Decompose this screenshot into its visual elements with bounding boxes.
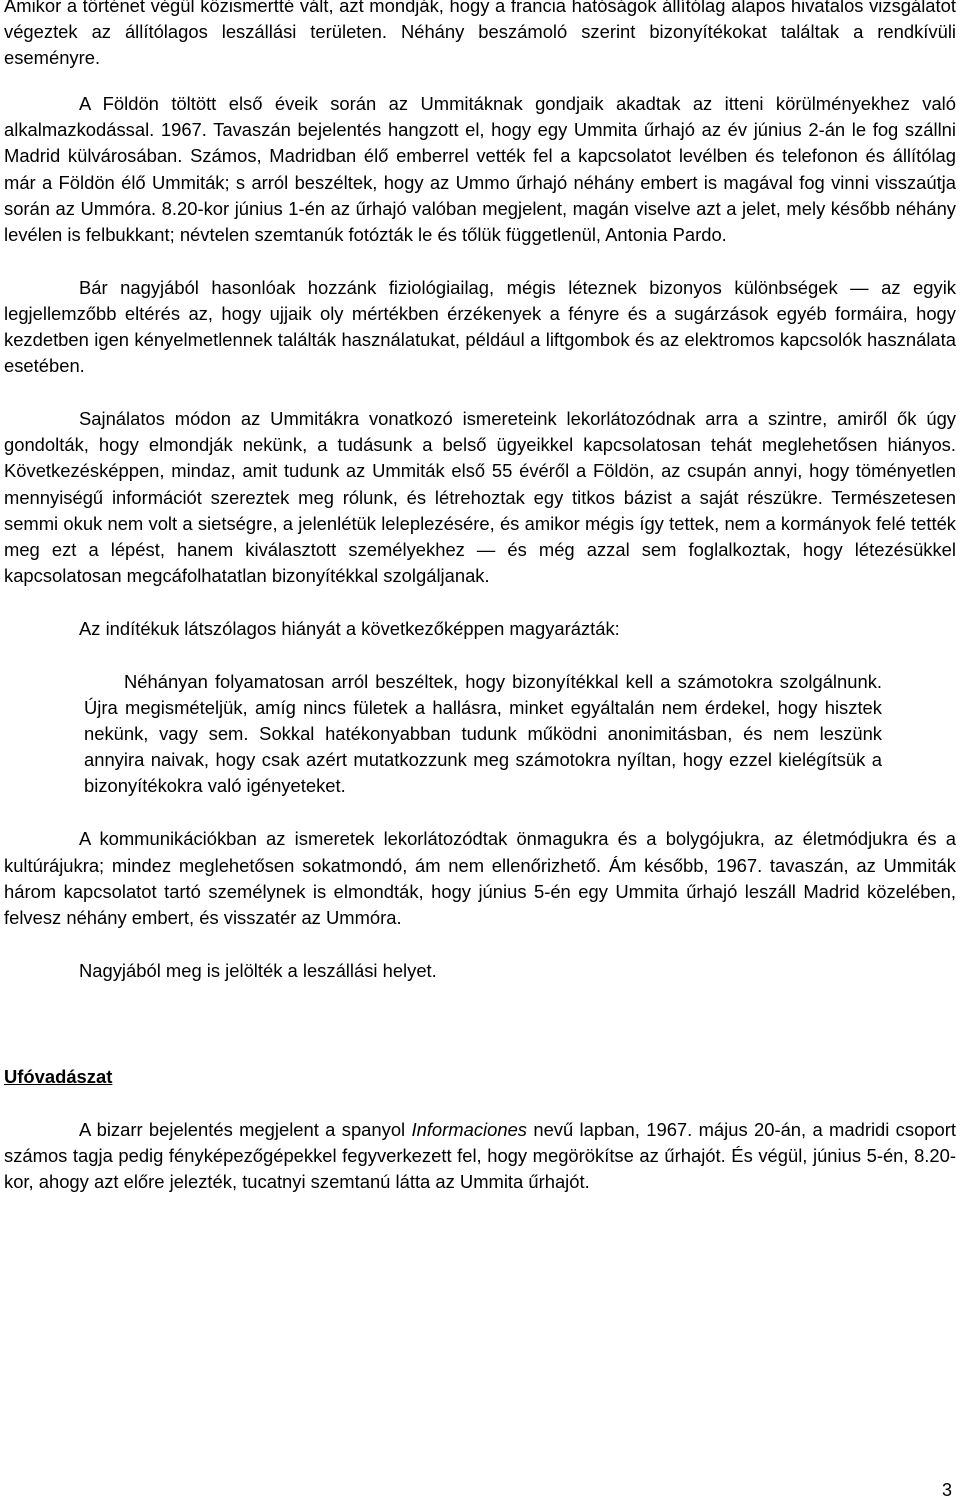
paragraph-informaciones-text-b: nevű lapban, 1967. május 20-án, a madridi csoport számos tagja pedig fényképezőgépekkel fegyverkezett fel, hogy megörökítse az űrhajót. És végül, június 5-én, 8.20-kor, ahogy azt előre jelezték, tucatnyi szemtanú látta az Ummita űrhajót. <box>4 1119 956 1193</box>
paragraph-ummite-landing: A Földön töltött első éveik során az Ummitáknak gondjaik akadtak az itteni körülményekhez való alkalmazkodással. 1967. Tavaszán bejelentés hangzott el, hogy egy Ummita űrhajó az év június 2-án le fog szállni Madrid külvárosában. Számos, Madridban élő emberrel vették fel a kapcsolatot levélben és telefonon és állítólag már a Földön élő Ummiták; s arról beszéltek, hogy az Ummo űrhajó néhány embert is magával fog vinni visszaútja során az Ummóra. 8.20-kor június 1-én az űrhajó valóban megjelent, magán viselve azt a jelet, mely később néhány levélen is felbukkant; névtelen szemtanúk fotózták le és tőlük függetlenül, Antonia Pardo. <box>4 93 956 245</box>
paragraph-communications: A kommunikációkban az ismeretek lekorlátozódtak önmagukra és a bolygójukra, az életmódjukra és a kultúrájukra; mindez meglehetősen sokatmondó, ám nem ellenőrizhető. Ám később, 1967. tavaszán, az Ummiták három kapcsolatot tartó személynek is elmondták, hogy június 5-én egy Ummita űrhajó leszáll Madrid közelében, felvesz néhány embert, és visszatér az Ummóra. <box>4 828 956 928</box>
document-page <box>4 0 956 1195</box>
paragraph-knowledge: Sajnálatos módon az Ummitákra vonatkozó ismereteink lekorlátozódnak arra a szintre, amiről ők úgy gondolták, hogy elmondják nekünk, a tudásunk a belső ügyeikkel kapcsolatosan tehát meglehetősen hiányos. Következésképpen, mindaz, amit tudunk az Ummiták első 55 évéről a Földön, az csupán annyi, hogy töményetlen mennyiségű információt szereztek meg rólunk, és létrehoztak egy titkos bázist a saját részükre. Természetesen semmi okuk nem volt a sietségre, a jelenlétük leleplezésére, és amikor mégis így tettek, nem a kormányok felé tették meg ezt a lépést, hanem kiválasztott személyekhez — és még azzal sem foglalkoztak, hogy létezésükkel kapcsolatosan megcáfolhatatlan bizonyítékkal szolgáljanak. <box>4 408 956 586</box>
page-number: 3 <box>941 1480 952 1500</box>
paragraph-french-investigation: Amikor a történet végül közismertté vált, azt mondják, hogy a francia hatóságok állítólag alapos hivatalos vizsgálatot végeztek az állítólagos leszállási területen. Néhány beszámoló szerint bizonyítékokat találtak a rendkívüli eseményre. <box>4 0 956 69</box>
section-heading: Ufóvadászat <box>4 1065 113 1087</box>
paragraph-landing-site: Nagyjából meg is jelölték a leszállási helyet. <box>79 959 437 981</box>
paragraph-informaciones <box>4 1117 956 1195</box>
block-quote: Néhányan folyamatosan arról beszéltek, hogy bizonyítékkal kell a számotokra szolgálnunk. Újra megismételjük, amíg nincs fületek a hallásra, minket egyáltalán nem érdekel, hogy hisztek nekünk, vagy sem. Sokkal hatékonyabban tudunk működni anonimitásban, és nem leszünk annyira naivak, hogy csak azért mutatkozzunk meg számotokra nyíltan, hogy ezzel kielégítsük a bizonyítékokra való igényeteket. <box>84 670 882 797</box>
paragraph-motive-intro: Az indítékuk látszólagos hiányát a következőképpen magyarázták: <box>79 617 620 639</box>
paragraph-physiology: Bár nagyjából hasonlóak hozzánk fiziológiailag, mégis léteznek bizonyos különbségek — az egyik legjellemzőbb eltérés az, hogy ujjaik oly mértékben érzékenyek a fényre és a sugárzások egyéb formáira, hogy kezdetben igen kényelmetlennek találták használatukat, például a liftgombok és az elektromos kapcsolók használata esetében. <box>4 276 956 377</box>
paragraph-informaciones-text-a: A bizarr bejelentés megjelent a spanyol <box>79 1119 412 1140</box>
newspaper-name: Informaciones <box>411 1119 527 1140</box>
